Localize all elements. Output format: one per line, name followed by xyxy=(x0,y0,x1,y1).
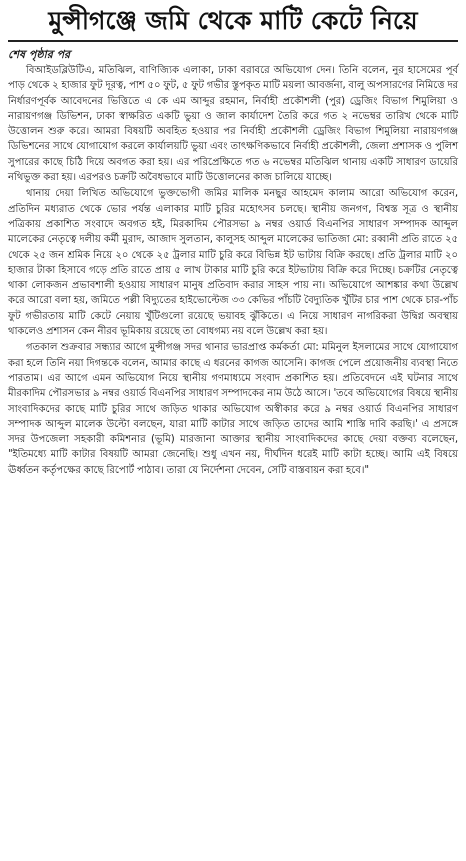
article-headline: মুন্সীগঞ্জে জমি থেকে মাটি কেটে নিয়ে xyxy=(48,6,418,35)
article-body xyxy=(8,63,458,478)
article-paragraph-3: গতকাল শুক্রবার সন্ধ্যার আগে মুন্সীগঞ্জ সদর থানার ভারপ্রাপ্ত কর্মকর্তা মো: মমিনুল ইসলামের সাথে যোগাযোগ করা হলে তিনি নয়া দিগন্তকে বলেন, আমার কাছে এ ধরনের কাগজ আসেনি। কাগজ পেলে প্রয়োজনীয় ব্যবস্থা নিতে পারতাম। এর আগে এমন অভিযোগ নিয়ে স্থানীয় গণমাধ্যমে সংবাদ প্রকাশিত হয়। প্রতিবেদনে এই ঘটনার সাথে মীরকাদিম পৌরসভার ৯ নম্বর ওয়ার্ড বিএনপির সাধারণ সম্পাদকের নাম উঠে আসে। 'তবে অভিযোগের বিষয়ে স্থানীয় সাংবাদিকদের কাছে মাটি চুরির সাথে জড়িত থাকার অভিযোগ অস্বীকার করে ৯ নম্বর ওয়ার্ড বিএনপির সাধারণ সম্পাদক আব্দুল মালেক উল্টো বলছেন, যারা মাটি কাটার সাথে জড়িত তাদের আমি শাস্তি দাবি করছি।' এ প্রসঙ্গে সদর উপজেলা সহকারী কমিশনার (ভূমি) মারজানা আক্তার স্থানীয় সাংবাদিকদের কাছে দেয়া বক্তব্য বলেছেন, "ইতিমধ্যে মাটি কাটার বিষয়টি আমরা জেনেছি। শুধু এখন নয়, দীর্ঘদিন ধরেই মাটি কাটা হচ্ছে। আমি এই বিষয়ে ঊর্ধ্বতন কর্তৃপক্ষের কাছে রিপোর্ট পাঠাব। তারা যে নির্দেশনা দেবেন, সেটি বাস্তবায়ন করা হবে।" xyxy=(8,342,458,476)
article-paragraph-1: বিআইডব্লিউটিএ, মতিঝিল, বাণিজ্যিক এলাকা, ঢাকা বরাবরে অভিযোগ দেন। তিনি বলেন, নুর হাসেমের পূর্ব পাড় থেকে ২ হাজার ফুট দূরত্ব, পাশ ৫০ ফুট, ৫ ফুট গভীর স্তুপকৃত মাটি ময়লা আবর্জনা, বালু অপসারণের নিমিত্তে দর নির্ধারণপূর্বক আবেদনের ভিত্তিতে এ কে এম আব্দুর রহমান, নির্বাহী প্রকৌশলী (পুর) ড্রেজিং বিভাগ শিমুলিয়া ও নারায়ণগঞ্জ ডিভিশন, ঢাকা স্বাক্ষরিত একটি ভুয়া ও জাল কার্যাদেশ তৈরি করে গত ২ নভেম্বর তারিখ থেকে মাটি উত্তোলন শুরু করে। আমরা বিষয়টি অবহিত হওয়ার পর নির্বাহী প্রকৌশলী ড্রেজিং বিভাগ শিমুলিয়া নারায়ণগঞ্জ ডিভিশনের সাথে যোগাযোগ করলে কার্যালয়টি ভুয়া এবং তাৎক্ষণিকভাবে নির্বাহী প্রকৌশলী, জেলা প্রশাসক ও পুলিশ সুপারের কাছে চিঠি দিয়ে অবগত করা হয়। এর পরিপ্রেক্ষিতে গত ৬ নভেম্বর মতিঝিল থানায় একটি সাধারণ ডায়েরি নথিভুক্ত করা হয়। এরপরও চক্রটি অবৈধভাবে মাটি উত্তোলনের কাজ চালিয়ে যাচ্ছে। xyxy=(8,65,458,184)
continued-from-label: শেষ পৃষ্ঠার পর xyxy=(8,48,71,61)
article-paragraph-2: থানায় দেয়া লিখিত অভিযোগে ভুক্তভোগী জমির মালিক মনছুর আহমেদ কালাম আরো অভিযোগ করেন, প্রতিদিন মধ্যরাত থেকে ভোর পর্যন্ত এলাকার মাটি চুরির মহোৎসব চলছে। স্থানীয় জনগণ, বিশ্বস্ত সূত্র ও স্থানীয় পত্রিকায় প্রকাশিত সংবাদে অবগত হই, মিরকাদিম পৌরসভা ৯ নম্বর ওয়ার্ড বিএনপির সাধারণ সম্পাদক আব্দুল মালেকের নেতৃত্বে দলীয় কর্মী মুরাদ, আজাদ সুলতান, কালুসহ আব্দুল মালেকের ভাতিজা মো: রব্বানী প্রতি রাতে ২৫ থেকে ২৫ জন শ্রমিক নিয়ে ২০ থেকে ২৫ ট্রলার মাটি চুরি করে বিভিন্ন ইট ভাটায় বিক্রি করছে। প্রতি ট্রলার মাটি ২০ হাজার টাকা হিসাবে গড়ে প্রতি রাতে প্রায় ৫ লাখ টাকার মাটি চুরি করে ইটভাটায় বিক্রি করে দিচ্ছে। চক্রটির নেতৃত্বে থাকা লোকজন প্রভাবশালী হওয়ায় সাধারণ মানুষ প্রতিবাদ করার সাহস পায় না। অভিযোগে আশঙ্কার কথা উল্লেখ করে আরো বলা হয়, জমিতে পল্লী বিদ্যুতের হাইভোল্টেজ ৩৩ কেভির পাঁচটি বৈদ্যুতিক খুঁটির চার পাশ থেকে চার-পাঁচ ফুট গভীরতায় মাটি কেটে নেয়ায় খুঁটিগুলো রয়েছে ভয়াবহ ঝুঁকিতে। এ নিয়ে সাধারণ নাগরিকরা উদ্বিগ্ন অবস্থায় থাকলেও প্রশাসন কেন নীরব ভূমিকায় রয়েছে তা বোধগম্য নয় বলে উল্লেখ করা হয়। xyxy=(8,188,458,338)
headline-divider xyxy=(8,40,458,42)
